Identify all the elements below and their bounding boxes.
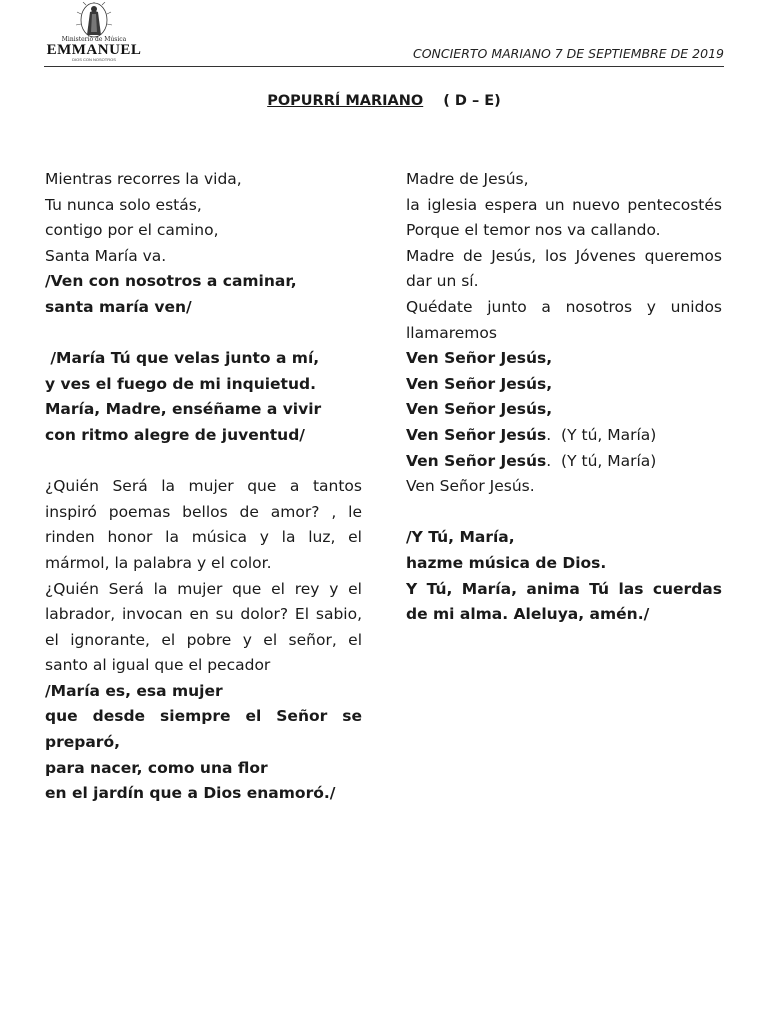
- song-title: POPURRÍ MARIANO: [267, 93, 424, 109]
- lyric-line: Santa María va.: [45, 246, 167, 265]
- chorus-line: /María Tú que velas junto a mí,: [45, 349, 320, 368]
- chorus-line: para nacer, como una flor: [45, 758, 268, 777]
- chorus-line: Y Tú, María, anima Tú las cuerdas de mi alma. Aleluya, amén./: [406, 579, 722, 624]
- verse-paragraph: ¿Quién Será la mujer que el rey y el labrador, invocan en su dolor? El sabio, el ignorante, el pobre y el señor, el santo al igual que el pecador: [45, 579, 362, 675]
- chorus-text: Ven Señor Jesús: [406, 425, 547, 444]
- chorus-line-with-response: [406, 449, 722, 475]
- stanza-gap: [406, 500, 722, 526]
- chorus-line: Ven Señor Jesús,: [406, 400, 553, 419]
- verse-paragraph: ¿Quién Será la mujer que a tantos inspiró poemas bellos de amor? , le rinden honor la música y la luz, el mármol, la palabra y el color.: [45, 477, 362, 572]
- logo-tagline: DIOS CON NOSOTROS: [72, 57, 116, 62]
- page-header: [0, 0, 768, 70]
- header-divider: [44, 66, 724, 67]
- stanza-gap: [45, 449, 362, 475]
- lyric-line: Ven Señor Jesús.: [406, 477, 535, 496]
- response-text: . (Y tú, María): [546, 425, 657, 444]
- verse-paragraph: Quédate junto a nosotros y unidos llamaremos: [406, 297, 722, 342]
- chorus-line: /Y Tú, María,: [406, 528, 515, 547]
- chorus-line: /María es, esa mujer: [45, 681, 223, 700]
- song-key: ( D – E): [443, 93, 501, 109]
- chorus-line: que desde siempre el Señor se preparó,: [45, 707, 362, 752]
- chorus-text: Ven Señor Jesús: [406, 451, 547, 470]
- chorus-line: en el jardín que a Dios enamoró./: [45, 784, 336, 803]
- chorus-line: hazme música de Dios.: [406, 553, 607, 572]
- logo-subtitle: Ministerio de Música: [61, 36, 127, 43]
- virgin-mary-icon: [72, 2, 116, 38]
- lyrics-right-column: [406, 167, 722, 628]
- chorus-line: y ves el fuego de mi inquietud.: [45, 374, 316, 393]
- chorus-line-with-response: [406, 423, 722, 449]
- chorus-line: Ven Señor Jesús,: [406, 349, 553, 368]
- chorus-line: María, Madre, enséñame a vivir: [45, 400, 322, 419]
- verse-paragraph: la iglesia espera un nuevo pentecostés Porque el temor nos va callando.: [406, 195, 722, 240]
- stanza-gap: [45, 321, 362, 347]
- lyric-line: contigo por el camino,: [45, 221, 219, 240]
- chorus-line: santa maría ven/: [45, 297, 192, 316]
- ministry-logo: [44, 2, 144, 66]
- response-text: . (Y tú, María): [546, 451, 657, 470]
- lyrics-left-column: [45, 167, 362, 807]
- chorus-line: /Ven con nosotros a caminar,: [45, 272, 297, 291]
- logo-name: EMMANUEL: [46, 42, 142, 58]
- verse-paragraph: Madre de Jesús, los Jóvenes queremos dar un sí.: [406, 246, 722, 291]
- chorus-line: con ritmo alegre de juventud/: [45, 425, 305, 444]
- event-title: CONCIERTO MARIANO 7 DE SEPTIEMBRE DE 2019: [412, 46, 724, 61]
- chorus-line: Ven Señor Jesús,: [406, 374, 553, 393]
- lyric-line: Mientras recorres la vida,: [45, 170, 242, 188]
- lyric-line: Madre de Jesús,: [406, 170, 529, 188]
- song-title-row: [0, 93, 768, 109]
- lyric-line: Tu nunca solo estás,: [45, 195, 202, 214]
